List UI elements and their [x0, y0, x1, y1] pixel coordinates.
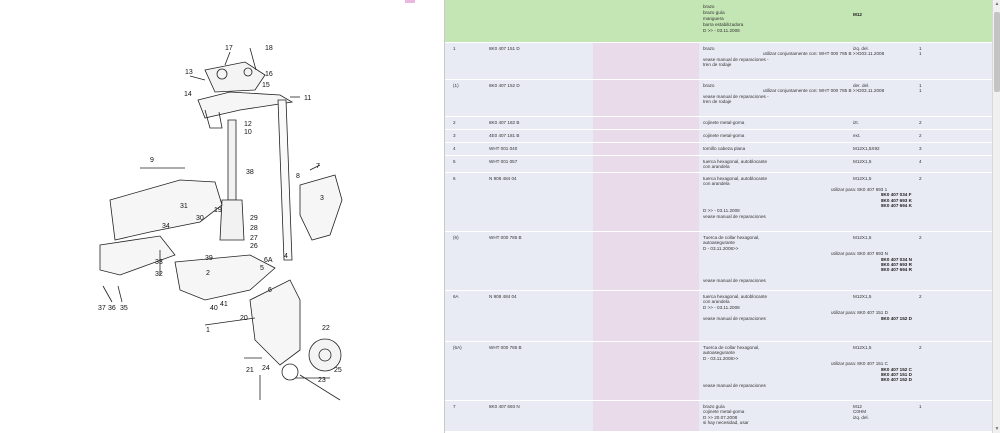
- cell-text: utilizar para: 8K0 407 151 C: [831, 361, 888, 367]
- cell-text: 8K0 407 693 N: [489, 404, 520, 409]
- callout-37: 37: [98, 305, 106, 312]
- callout-4: 4: [284, 253, 288, 260]
- cell-text: D - 03.11.2008>>: [703, 355, 739, 361]
- table-row[interactable]: [445, 80, 993, 117]
- cell-text: brazo: [703, 46, 715, 51]
- header-line: barra estabilizadora: [703, 22, 744, 27]
- callout-26: 26: [250, 243, 258, 250]
- highlight-marker: [405, 0, 415, 3]
- cell-text: 8K0 407 151 D: [489, 46, 520, 51]
- callout-2: 2: [206, 270, 210, 277]
- callout-5: 5: [260, 265, 264, 272]
- suspension-diagram-svg: [0, 0, 440, 433]
- cell-position: [445, 43, 485, 79]
- cell-text: utilizar para: 8K0 407 693 N: [831, 251, 888, 257]
- cell-text: 8K0 407 152 C: [881, 366, 912, 372]
- cell-text: utilizar para: 8K0 407 693 1: [831, 186, 888, 192]
- cell-quantity: 2: [919, 345, 922, 350]
- cell-part-number: [485, 117, 593, 129]
- cell-text: utilizar conjuntamente con: WHT 000 785 B >>D03.11.2008: [763, 88, 885, 94]
- cell-description: [699, 232, 823, 290]
- callout-23: 23: [318, 377, 326, 384]
- cell-text: tren de rodaje: [703, 62, 732, 68]
- cell-text: 8K0 407 152 D: [881, 377, 912, 383]
- callout-12: 12: [244, 121, 252, 128]
- cell-text: vease manual de reparaciones: [703, 382, 766, 388]
- cell-text: WHT 000 785 B: [489, 235, 522, 240]
- callout-6A: 6A: [264, 257, 273, 264]
- callout-17: 17: [225, 45, 233, 52]
- cell-text: N 908 484 04: [489, 294, 517, 299]
- callout-31: 31: [180, 203, 188, 210]
- cell-description: [699, 173, 823, 231]
- callout-39: 39: [205, 255, 213, 262]
- callout-22: 22: [322, 325, 330, 332]
- cell-text: brazo guía: [703, 404, 725, 409]
- cell-text: cojinete metal-goma: [703, 133, 745, 138]
- callout-14: 14: [184, 91, 192, 98]
- callout-33: 33: [155, 259, 163, 266]
- cell-quantity: 2: [919, 176, 922, 181]
- cell-part-number: [485, 43, 593, 79]
- callout-15: 15: [262, 82, 270, 89]
- cell-text: vease manual de reparaciones: [703, 213, 766, 219]
- table-row[interactable]: [445, 232, 993, 291]
- cell-text: vease manual de reparaciones: [703, 278, 766, 284]
- cell-highlight: [593, 173, 699, 231]
- cell-text: 6A: [453, 294, 459, 299]
- cell-position: [445, 401, 485, 431]
- cell-text: M12X1,5: [853, 159, 872, 164]
- cell-text: con arandela: [703, 181, 730, 187]
- cell-info: [763, 80, 993, 116]
- cell-text: tuerca hexagonal, autoblocante: [703, 176, 768, 181]
- cell-position: [445, 156, 485, 172]
- cell-text: (6A): [453, 345, 462, 350]
- table-row[interactable]: [445, 43, 993, 80]
- cell-info: [823, 291, 993, 341]
- cell-description: [699, 342, 823, 400]
- cell-text: 8K0 407 693 K: [881, 197, 912, 203]
- cell-text: cojinete metal-goma: [703, 409, 745, 415]
- cell-quantity: 2: [919, 235, 922, 240]
- cell-quantity: 1: [919, 83, 922, 88]
- cell-description: [699, 156, 823, 172]
- cell-text: M12X1,5: [853, 345, 872, 350]
- cell-text: 8K0 407 152 D: [881, 315, 912, 321]
- callout-38: 38: [246, 169, 254, 176]
- parts-list-table: [444, 0, 993, 433]
- cell-highlight: [593, 80, 699, 116]
- cell-quantity: 4: [919, 159, 922, 164]
- cell-quantity: 1: [919, 51, 922, 57]
- callout-13: 13: [185, 69, 193, 76]
- header-line: D >> - 03.11.2008: [703, 28, 740, 33]
- cell-info: [823, 143, 993, 155]
- cell-part-number: [485, 156, 593, 172]
- header-partnum: M12: [853, 12, 862, 17]
- cell-text: 8K0 407 694 K: [881, 203, 912, 208]
- cell-text: 8K0 407 151 D: [881, 372, 912, 377]
- table-row[interactable]: [445, 401, 993, 432]
- scroll-down-arrow-icon[interactable]: ▼: [994, 426, 1000, 432]
- cell-text: 8K0 407 034 N: [881, 256, 912, 262]
- cell-text: si hay necesidad, usar: [703, 420, 749, 426]
- cell-part-number: [485, 291, 593, 341]
- cell-highlight: [593, 43, 699, 79]
- cell-text: 8K0 407 152 D: [489, 83, 520, 88]
- cell-info: [823, 232, 993, 290]
- exploded-parts-diagram: [0, 0, 440, 433]
- cell-quantity: 2: [919, 120, 922, 125]
- table-row[interactable]: [445, 291, 993, 342]
- cell-part-number: [485, 130, 593, 142]
- cell-text: con arandela: [703, 299, 730, 305]
- cell-text: M12X1,5: [853, 176, 872, 181]
- cell-part-number: [485, 143, 593, 155]
- cell-text: autoasegurante: [703, 350, 735, 356]
- callout-24: 24: [262, 365, 270, 372]
- cell-highlight: [593, 143, 699, 155]
- cell-text: ext.: [853, 133, 861, 138]
- cell-text: izt.: [853, 120, 859, 125]
- cell-text: 3: [453, 133, 456, 138]
- cell-quantity: 1: [919, 46, 922, 51]
- table-row[interactable]: [445, 117, 993, 130]
- cell-highlight: [593, 130, 699, 142]
- cell-text: utilizar conjuntamente con: WHT 000 785 B >>D03.11.2008: [763, 51, 885, 57]
- callout-32: 32: [155, 271, 163, 278]
- cell-position: [445, 80, 485, 116]
- callout-3: 3: [320, 195, 324, 202]
- cell-quantity: 1: [919, 88, 922, 94]
- cell-text: tuerca hexagonal, autoblocante: [703, 159, 768, 164]
- cell-text: Tuerca de collar hexagonal,: [703, 345, 760, 350]
- cell-text: tren de rodaje: [703, 99, 732, 105]
- callout-36: 36: [108, 305, 116, 312]
- cell-info: [823, 401, 993, 431]
- cell-text: 1: [453, 46, 456, 51]
- cell-text: WHT 000 785 B: [489, 345, 522, 350]
- cell-text: D >> 20.07.2008: [703, 414, 738, 420]
- cell-text: brazo: [703, 83, 715, 88]
- cell-description: [699, 143, 823, 155]
- cell-highlight: [593, 117, 699, 129]
- cell-text: autoasegurante: [703, 240, 735, 246]
- cell-text: 8K0 407 034 F: [881, 192, 912, 198]
- table-row[interactable]: [445, 173, 993, 232]
- cell-text: cojinete metal-goma: [703, 120, 745, 125]
- callout-34: 34: [162, 223, 170, 230]
- cell-text: WHT 001 057: [489, 159, 518, 164]
- cell-text: tornillo cabeza plana: [703, 146, 746, 151]
- callout-28: 28: [250, 225, 258, 232]
- cell-position: [445, 232, 485, 290]
- vertical-scrollbar[interactable]: [992, 0, 1000, 433]
- callout-11: 11: [304, 95, 312, 102]
- cell-info: [763, 43, 993, 79]
- cell-part-number: [485, 232, 593, 290]
- cell-text: M12: [853, 404, 862, 409]
- cell-info: [823, 130, 993, 142]
- cell-text: izq. del.: [853, 46, 869, 51]
- cell-highlight: [593, 156, 699, 172]
- cell-text: M12X1,5X92: [853, 146, 880, 151]
- cell-highlight: [593, 401, 699, 431]
- cell-part-number: [485, 401, 593, 431]
- cell-description: [699, 291, 823, 341]
- cell-text: (1): [453, 83, 459, 88]
- scroll-up-arrow-icon[interactable]: ▲: [994, 1, 1000, 7]
- cell-position: [445, 143, 485, 155]
- cell-highlight: [593, 232, 699, 290]
- table-header-row: [445, 0, 993, 43]
- cell-text: 2: [453, 120, 456, 125]
- cell-quantity: 3: [919, 146, 922, 151]
- cell-text: 8K0 407 694 R: [881, 267, 912, 273]
- callout-20: 20: [240, 315, 248, 322]
- cell-text: (6): [453, 235, 459, 240]
- cell-text: vease manual de reparaciones: [703, 315, 766, 321]
- callout-29: 29: [250, 215, 258, 222]
- cell-text: 4: [453, 146, 456, 151]
- cell-quantity: 2: [919, 133, 922, 138]
- cell-part-number: [485, 173, 593, 231]
- cell-text: 7: [453, 404, 456, 409]
- callout-21: 21: [246, 367, 254, 374]
- table-row[interactable]: [445, 130, 993, 143]
- cell-info: [823, 117, 993, 129]
- callout-8: 8: [296, 173, 300, 180]
- cell-text: D >> - 03.11.2008: [703, 304, 740, 310]
- cell-text: der. del.: [853, 83, 870, 88]
- cell-description: [699, 117, 823, 129]
- cell-description: [699, 401, 823, 431]
- cell-position: [445, 117, 485, 129]
- cell-text: Tuerca de collar hexagonal,: [703, 235, 760, 240]
- header-line: brazo guía: [703, 10, 725, 15]
- cell-text: 4E0 407 181 B: [489, 133, 520, 138]
- cell-position: [445, 342, 485, 400]
- header-description: [699, 0, 823, 42]
- cell-text: 5: [453, 159, 456, 164]
- cell-text: izq. del.: [853, 414, 869, 420]
- cell-text: WHT 001 040: [489, 146, 518, 151]
- cell-highlight: [593, 291, 699, 341]
- callout-40: 40: [210, 305, 218, 312]
- cell-info: [823, 156, 993, 172]
- cell-position: [445, 173, 485, 231]
- cell-text: vease manual de reparaciones -: [703, 56, 769, 62]
- table-row[interactable]: [445, 156, 993, 173]
- header-line: brazo: [703, 4, 715, 9]
- cell-text: tuerca hexagonal, autoblocante: [703, 294, 768, 299]
- cell-description: [699, 130, 823, 142]
- callout-6: 6: [268, 287, 272, 294]
- callout-9: 9: [150, 157, 154, 164]
- callout-27: 27: [250, 235, 258, 242]
- cell-part-number: [485, 80, 593, 116]
- callout-16: 16: [265, 71, 273, 78]
- cell-text: N 908 484 04: [489, 176, 517, 181]
- callout-30: 30: [196, 215, 204, 222]
- cell-quantity: 1: [919, 404, 922, 409]
- callout-19: 19: [214, 207, 222, 214]
- cell-info: [823, 342, 993, 400]
- callout-25: 25: [334, 367, 342, 374]
- cell-part-number: [485, 342, 593, 400]
- callout-7: 7: [316, 163, 320, 170]
- cell-description: [699, 43, 823, 79]
- cell-text: D >> - 03.11.2008: [703, 208, 740, 214]
- cell-position: [445, 291, 485, 341]
- callout-41: 41: [220, 301, 228, 308]
- cell-text: C0HM: [853, 409, 867, 415]
- cell-info: [823, 173, 993, 231]
- cell-text: 8K0 407 693 R: [881, 262, 912, 267]
- cell-text: M12X1,5: [853, 294, 872, 299]
- table-row[interactable]: [445, 342, 993, 401]
- cell-text: 8K0 407 182 B: [489, 120, 520, 125]
- cell-highlight: [593, 342, 699, 400]
- callout-18: 18: [265, 45, 273, 52]
- callout-35: 35: [120, 305, 128, 312]
- cell-quantity: 2: [919, 294, 922, 299]
- cell-text: M12X1,5: [853, 235, 872, 240]
- cell-text: vease manual de reparaciones -: [703, 93, 769, 99]
- cell-text: D - 03.11.2008>>: [703, 245, 739, 251]
- scroll-thumb[interactable]: [994, 12, 1000, 92]
- callout-1: 1: [206, 327, 210, 334]
- table-row[interactable]: [445, 143, 993, 156]
- cell-description: [699, 80, 823, 116]
- cell-position: [445, 130, 485, 142]
- header-line: manguera: [703, 16, 724, 21]
- callout-10: 10: [244, 129, 252, 136]
- cell-text: con arandela: [703, 164, 730, 170]
- cell-text: 6: [453, 176, 456, 181]
- cell-text: utilizar para: 8K0 407 151 D: [831, 310, 888, 316]
